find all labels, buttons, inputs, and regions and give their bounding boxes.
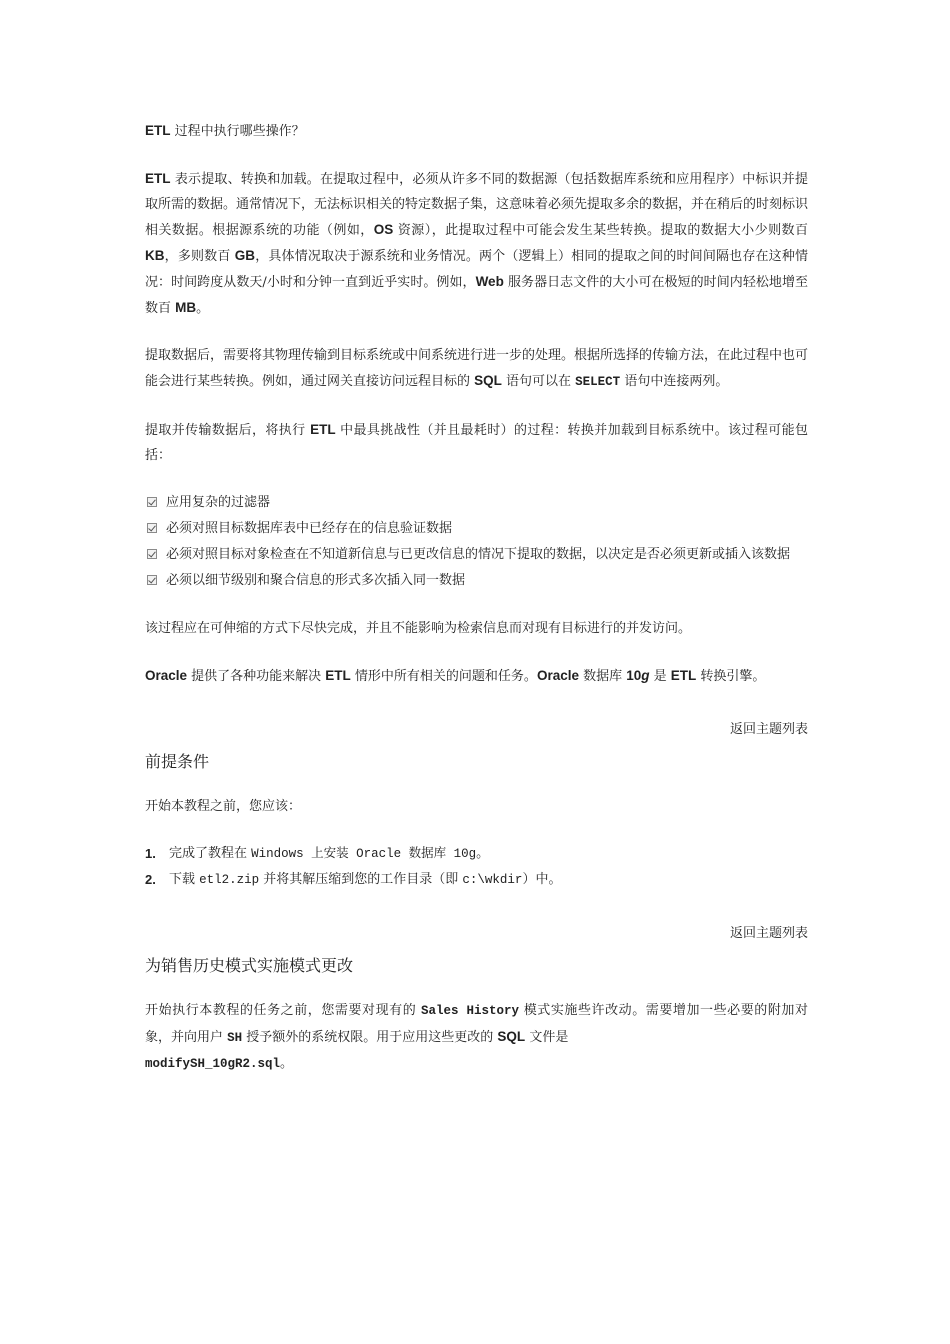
transform-steps-list <box>145 490 808 594</box>
checkbox-bullet-icon <box>147 575 157 585</box>
list-item: 必须对照目标数据库表中已经存在的信息验证数据 <box>145 516 808 542</box>
prereq-steps-list <box>145 841 808 893</box>
prereq-intro: 开始本教程之前，您应该： <box>145 799 302 814</box>
checkbox-bullet-icon <box>147 497 157 507</box>
paragraph-transform: 提取并传输数据后，将执行 ETL 中最具挑战性（并且最耗时）的过程：转换并加载到目标系统中。该过程可能包括： <box>145 422 808 463</box>
list-item: 必须以细节级别和聚合信息的形式多次插入同一数据 <box>145 568 808 594</box>
list-item: 应用复杂的过滤器 <box>145 490 808 516</box>
schema-heading: 为销售历史模式实施模式更改 <box>145 956 354 975</box>
tutorial-link[interactable]: Windows 上安装 Oracle 数据库 10g <box>251 847 477 861</box>
prereq-heading: 前提条件 <box>145 752 210 771</box>
back-to-topics-link[interactable]: 返回主题列表 <box>729 926 808 941</box>
back-to-topics-link[interactable]: 返回主题列表 <box>729 722 808 737</box>
list-item: 2. 下载 etl2.zip 并将其解压缩到您的工作目录（即 c:\wkdir）中。 <box>145 872 562 887</box>
paragraph-oracle: Oracle 提供了各种功能来解决 ETL 情形中所有相关的问题和任务。Oracle 数据库 10g 是 ETL 转换引擎。 <box>145 668 766 684</box>
paragraph-schema-changes: 开始执行本教程的任务之前，您需要对现有的 Sales History 模式实施些许改动。需要增加一些必要的附加对象，并向用户 SH 授予额外的系统权限。用于应用这些更改的 SQL 文件是 modifySH_10gR2.sql。 <box>145 1003 808 1071</box>
paragraph-scalability: 该过程应在可伸缩的方式下尽快完成，并且不能影响为检索信息而对现有目标进行的并发访问。 <box>145 621 692 636</box>
paragraph-transport: 提取数据后，需要将其物理传输到目标系统或中间系统进行进一步的处理。根据所选择的传输方法，在此过程中也可能会进行某些转换。例如，通过网关直接访问远程目标的 SQL 语句可以在 SELECT 语句中连接两列。 <box>145 348 809 389</box>
download-link[interactable]: etl2.zip <box>199 873 260 887</box>
list-item: 必须对照目标对象检查在不知道新信息与已更改信息的情况下提取的数据，以决定是否必须更新或插入该数据 <box>145 542 808 568</box>
etl-term: ETL <box>145 123 171 138</box>
checkbox-bullet-icon <box>147 549 157 559</box>
paragraph-etl-definition: ETL 表示提取、转换和加载。在提取过程中，必须从许多不同的数据源（包括数据库系统和应用程序）中标识并提取所需的数据。通常情况下，无法标识相关的特定数据子集，这意味着必须先提取多余的数据，并在稍后的时刻标识相关数据。根据源系统的功能（例如，OS 资源），此提取过程中可能会发生某些转换。提取的数据大小少则数百 KB，多则数百 GB，具体情况取决于源系统和业务情况。两个（逻辑上）相同的提取之间的时间间隔也存在这种情况：时间跨度从数天/小时和分钟一直到近乎实时。例如，Web 服务器日志文件的大小可在极短的时间内轻松地增至数百 MB。 <box>145 171 809 316</box>
list-item: 1. 完成了教程在 Windows 上安装 Oracle 数据库 10g。 <box>145 846 490 861</box>
checkbox-bullet-icon <box>147 523 157 533</box>
question-heading: ETL 过程中执行哪些操作？ <box>145 123 305 139</box>
document-page <box>145 118 808 1099</box>
